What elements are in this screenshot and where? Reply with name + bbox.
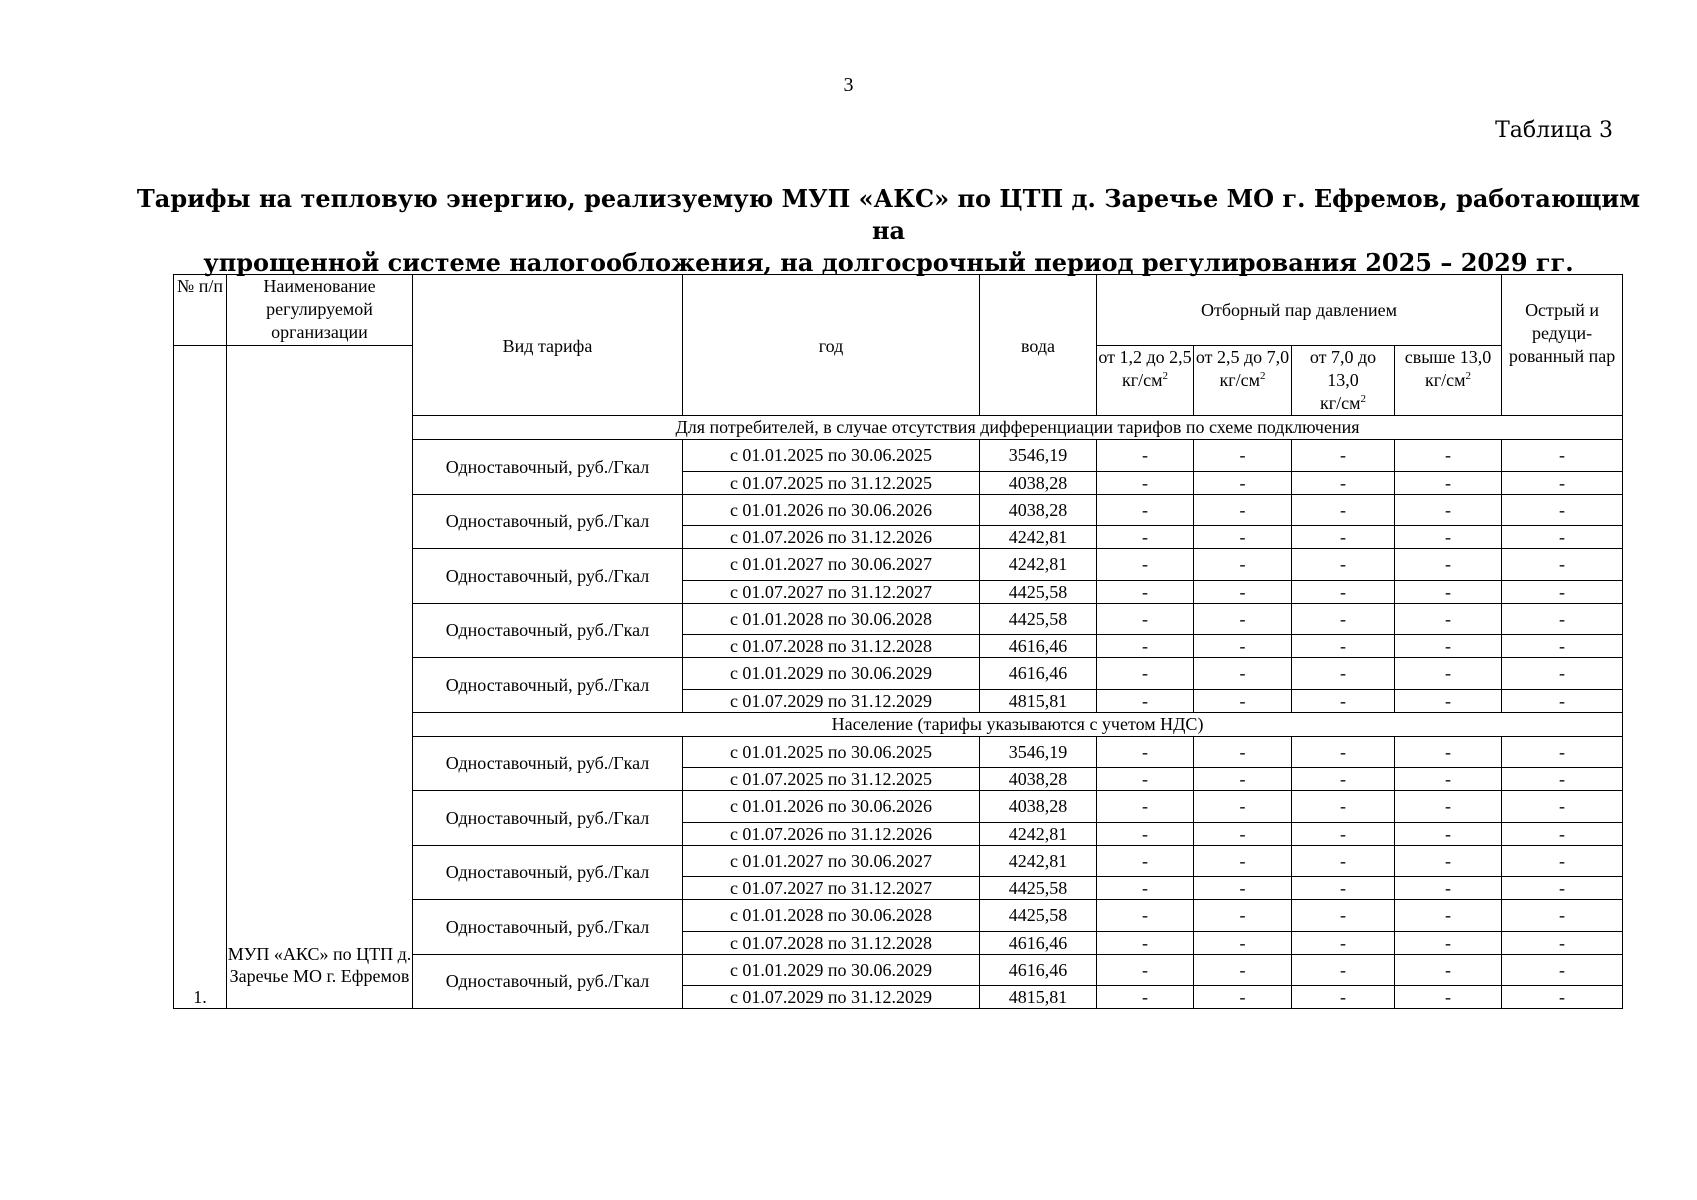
dash-cell: - xyxy=(1395,580,1502,603)
dash-cell: - xyxy=(1097,900,1194,932)
dash-cell: - xyxy=(1292,689,1395,712)
period-cell: с 01.07.2026 по 31.12.2026 xyxy=(683,822,980,845)
water-value-cell: 4038,28 xyxy=(980,791,1097,823)
water-value-cell: 4425,58 xyxy=(980,580,1097,603)
unit-text: кг/см xyxy=(1425,370,1466,390)
dash-cell: - xyxy=(1292,791,1395,823)
header-tariff-type: Вид тарифа xyxy=(413,275,683,416)
dash-cell: - xyxy=(1097,822,1194,845)
period-cell: с 01.07.2026 по 31.12.2026 xyxy=(683,526,980,549)
dash-cell: - xyxy=(1097,603,1194,635)
dash-cell: - xyxy=(1097,580,1194,603)
dash-cell: - xyxy=(1194,877,1292,900)
dash-cell: - xyxy=(1097,791,1194,823)
dash-cell: - xyxy=(1502,603,1623,635)
tariff-type-cell: Одноставочный, руб./Гкал xyxy=(413,658,683,713)
header-steam-4-range: свыше 13,0 xyxy=(1404,347,1492,367)
dash-cell: - xyxy=(1395,822,1502,845)
dash-cell: - xyxy=(1292,877,1395,900)
dash-cell: - xyxy=(1502,658,1623,690)
dash-cell: - xyxy=(1097,635,1194,658)
dash-cell: - xyxy=(1097,986,1194,1009)
dash-cell: - xyxy=(1194,768,1292,791)
tariff-type-cell: Одноставочный, руб./Гкал xyxy=(413,494,683,549)
dash-cell: - xyxy=(1502,689,1623,712)
period-cell: с 01.07.2027 по 31.12.2027 xyxy=(683,877,980,900)
dash-cell: - xyxy=(1502,635,1623,658)
dash-cell: - xyxy=(1292,580,1395,603)
water-value-cell: 3546,19 xyxy=(980,440,1097,472)
dash-cell: - xyxy=(1194,440,1292,472)
dash-cell: - xyxy=(1502,736,1623,768)
dash-cell: - xyxy=(1292,845,1395,877)
period-cell: с 01.07.2028 по 31.12.2028 xyxy=(683,635,980,658)
period-cell: с 01.01.2025 по 30.06.2025 xyxy=(683,440,980,472)
tariff-type-cell: Одноставочный, руб./Гкал xyxy=(413,549,683,604)
dash-cell: - xyxy=(1097,549,1194,581)
unit-text: кг/см xyxy=(1121,370,1163,390)
dash-cell: - xyxy=(1194,986,1292,1009)
dash-cell: - xyxy=(1194,954,1292,986)
tariff-type-cell: Одноставочный, руб./Гкал xyxy=(413,900,683,955)
dash-cell: - xyxy=(1097,845,1194,877)
water-value-cell: 4038,28 xyxy=(980,471,1097,494)
row-number: 1. xyxy=(174,346,227,1009)
dash-cell: - xyxy=(1395,658,1502,690)
dash-cell: - xyxy=(1292,494,1395,526)
dash-cell: - xyxy=(1292,635,1395,658)
period-cell: с 01.01.2027 по 30.06.2027 xyxy=(683,549,980,581)
water-value-cell: 4038,28 xyxy=(980,768,1097,791)
dash-cell: - xyxy=(1194,658,1292,690)
dash-cell: - xyxy=(1292,931,1395,954)
dash-cell: - xyxy=(1194,822,1292,845)
dash-cell: - xyxy=(1292,900,1395,932)
period-cell: с 01.07.2025 по 31.12.2025 xyxy=(683,768,980,791)
header-steam-1-range: от 1,2 до 2,5 xyxy=(1098,347,1192,367)
dash-cell: - xyxy=(1502,549,1623,581)
header-num: № п/п xyxy=(174,275,227,346)
dash-cell: - xyxy=(1395,768,1502,791)
header-steam-2-range: от 2,5 до 7,0 xyxy=(1195,347,1290,367)
header-year: год xyxy=(683,275,980,416)
dash-cell: - xyxy=(1502,877,1623,900)
water-value-cell: 4425,58 xyxy=(980,603,1097,635)
dash-cell: - xyxy=(1395,494,1502,526)
tariff-type-cell: Одноставочный, руб./Гкал xyxy=(413,954,683,1009)
water-value-cell: 4815,81 xyxy=(980,689,1097,712)
water-value-cell: 4616,46 xyxy=(980,931,1097,954)
title-line-2: упрощенной системе налогообложения, на долгосрочный период регулирования 2025 – 2029 гг. xyxy=(203,248,1574,277)
dash-cell: - xyxy=(1292,822,1395,845)
water-value-cell: 4038,28 xyxy=(980,494,1097,526)
water-value-cell: 4242,81 xyxy=(980,549,1097,581)
dash-cell: - xyxy=(1292,768,1395,791)
dash-cell: - xyxy=(1502,822,1623,845)
water-value-cell: 4425,58 xyxy=(980,900,1097,932)
period-cell: с 01.01.2029 по 30.06.2029 xyxy=(683,954,980,986)
unit-superscript: 2 xyxy=(1162,370,1168,382)
period-cell: с 01.07.2027 по 31.12.2027 xyxy=(683,580,980,603)
tariff-type-cell: Одноставочный, руб./Гкал xyxy=(413,845,683,900)
dash-cell: - xyxy=(1395,526,1502,549)
title-line-1: Тарифы на тепловую энергию, реализуемую МУП «АКС» по ЦТП д. Заречье МО г. Ефремов, работающим на xyxy=(136,184,1641,245)
dash-cell: - xyxy=(1292,471,1395,494)
dash-cell: - xyxy=(1097,768,1194,791)
unit-superscript: 2 xyxy=(1465,370,1472,382)
unit-text: кг/см xyxy=(1219,370,1260,390)
dash-cell: - xyxy=(1292,954,1395,986)
period-cell: с 01.01.2027 по 30.06.2027 xyxy=(683,845,980,877)
dash-cell: - xyxy=(1292,658,1395,690)
tariff-type-cell: Одноставочный, руб./Гкал xyxy=(413,440,683,495)
period-cell: с 01.01.2026 по 30.06.2026 xyxy=(683,791,980,823)
dash-cell: - xyxy=(1194,603,1292,635)
water-value-cell: 4616,46 xyxy=(980,635,1097,658)
dash-cell: - xyxy=(1194,736,1292,768)
dash-cell: - xyxy=(1395,471,1502,494)
header-steam-3-range: от 7,0 до 13,0 xyxy=(1309,347,1377,390)
header-steam-3-unit xyxy=(1292,392,1394,415)
dash-cell: - xyxy=(1395,736,1502,768)
header-steam-1-unit xyxy=(1097,369,1193,392)
dash-cell: - xyxy=(1194,471,1292,494)
dash-cell: - xyxy=(1502,494,1623,526)
header-steam-2 xyxy=(1194,346,1292,416)
dash-cell: - xyxy=(1097,931,1194,954)
dash-cell: - xyxy=(1502,580,1623,603)
dash-cell: - xyxy=(1395,689,1502,712)
header-steam-4-unit xyxy=(1395,369,1501,392)
period-cell: с 01.01.2025 по 30.06.2025 xyxy=(683,736,980,768)
tariff-type-cell: Одноставочный, руб./Гкал xyxy=(413,603,683,658)
dash-cell: - xyxy=(1292,986,1395,1009)
dash-cell: - xyxy=(1502,768,1623,791)
dash-cell: - xyxy=(1395,931,1502,954)
water-value-cell: 4616,46 xyxy=(980,658,1097,690)
dash-cell: - xyxy=(1502,526,1623,549)
header-steam-4 xyxy=(1395,346,1502,416)
dash-cell: - xyxy=(1395,877,1502,900)
dash-cell: - xyxy=(1292,440,1395,472)
header-steam-1 xyxy=(1097,346,1194,416)
dash-cell: - xyxy=(1194,791,1292,823)
tariff-type-cell: Одноставочный, руб./Гкал xyxy=(413,791,683,846)
dash-cell: - xyxy=(1395,954,1502,986)
water-value-cell: 4242,81 xyxy=(980,526,1097,549)
unit-text: кг/см xyxy=(1319,393,1361,413)
dash-cell: - xyxy=(1194,635,1292,658)
dash-cell: - xyxy=(1395,845,1502,877)
header-row-1 xyxy=(174,275,1623,346)
dash-cell: - xyxy=(1097,877,1194,900)
dash-cell: - xyxy=(1097,494,1194,526)
dash-cell: - xyxy=(1097,954,1194,986)
org-name: МУП «АКС» по ЦТП д. Заречье МО г. Ефремов xyxy=(227,346,413,1009)
unit-superscript: 2 xyxy=(1260,370,1266,382)
document-title xyxy=(130,183,1647,279)
dash-cell: - xyxy=(1502,845,1623,877)
dash-cell: - xyxy=(1395,440,1502,472)
period-cell: с 01.01.2026 по 30.06.2026 xyxy=(683,494,980,526)
header-steam-group: Отборный пар давлением xyxy=(1097,275,1502,346)
period-cell: с 01.07.2025 по 31.12.2025 xyxy=(683,471,980,494)
dash-cell: - xyxy=(1194,494,1292,526)
header-steam-2-unit xyxy=(1194,369,1291,392)
header-sharp-steam: Острый и редуци-рованный пар xyxy=(1502,275,1623,416)
dash-cell: - xyxy=(1097,471,1194,494)
header-water: вода xyxy=(980,275,1097,416)
period-cell: с 01.01.2028 по 30.06.2028 xyxy=(683,900,980,932)
page-number: 3 xyxy=(843,74,854,96)
dash-cell: - xyxy=(1502,471,1623,494)
dash-cell: - xyxy=(1395,603,1502,635)
dash-cell: - xyxy=(1395,900,1502,932)
dash-cell: - xyxy=(1502,954,1623,986)
period-cell: с 01.01.2029 по 30.06.2029 xyxy=(683,658,980,690)
water-value-cell: 3546,19 xyxy=(980,736,1097,768)
dash-cell: - xyxy=(1194,549,1292,581)
dash-cell: - xyxy=(1502,986,1623,1009)
water-value-cell: 4815,81 xyxy=(980,986,1097,1009)
dash-cell: - xyxy=(1502,900,1623,932)
dash-cell: - xyxy=(1097,689,1194,712)
unit-superscript: 2 xyxy=(1360,393,1366,405)
dash-cell: - xyxy=(1292,736,1395,768)
dash-cell: - xyxy=(1194,526,1292,549)
dash-cell: - xyxy=(1194,845,1292,877)
dash-cell: - xyxy=(1097,440,1194,472)
dash-cell: - xyxy=(1502,791,1623,823)
period-cell: с 01.07.2028 по 31.12.2028 xyxy=(683,931,980,954)
period-cell: с 01.07.2029 по 31.12.2029 xyxy=(683,689,980,712)
table-label: Таблица 3 xyxy=(1495,118,1613,143)
dash-cell: - xyxy=(1097,736,1194,768)
period-cell: с 01.01.2028 по 30.06.2028 xyxy=(683,603,980,635)
dash-cell: - xyxy=(1097,658,1194,690)
dash-cell: - xyxy=(1395,549,1502,581)
tariff-type-cell: Одноставочный, руб./Гкал xyxy=(413,736,683,791)
dash-cell: - xyxy=(1194,689,1292,712)
water-value-cell: 4242,81 xyxy=(980,845,1097,877)
dash-cell: - xyxy=(1292,526,1395,549)
section-title: Для потребителей, в случае отсутствия дифференциации тарифов по схеме подключения xyxy=(413,416,1623,440)
dash-cell: - xyxy=(1502,440,1623,472)
header-org: Наименование регулируемой организации xyxy=(227,275,413,346)
dash-cell: - xyxy=(1194,931,1292,954)
dash-cell: - xyxy=(1395,635,1502,658)
tariff-table xyxy=(173,274,1623,1009)
dash-cell: - xyxy=(1395,791,1502,823)
dash-cell: - xyxy=(1194,900,1292,932)
water-value-cell: 4242,81 xyxy=(980,822,1097,845)
dash-cell: - xyxy=(1292,603,1395,635)
header-steam-3 xyxy=(1292,346,1395,416)
water-value-cell: 4425,58 xyxy=(980,877,1097,900)
section-title: Население (тарифы указываются с учетом НДС) xyxy=(413,712,1623,736)
water-value-cell: 4616,46 xyxy=(980,954,1097,986)
dash-cell: - xyxy=(1194,580,1292,603)
dash-cell: - xyxy=(1502,931,1623,954)
period-cell: с 01.07.2029 по 31.12.2029 xyxy=(683,986,980,1009)
dash-cell: - xyxy=(1395,986,1502,1009)
dash-cell: - xyxy=(1097,526,1194,549)
dash-cell: - xyxy=(1292,549,1395,581)
